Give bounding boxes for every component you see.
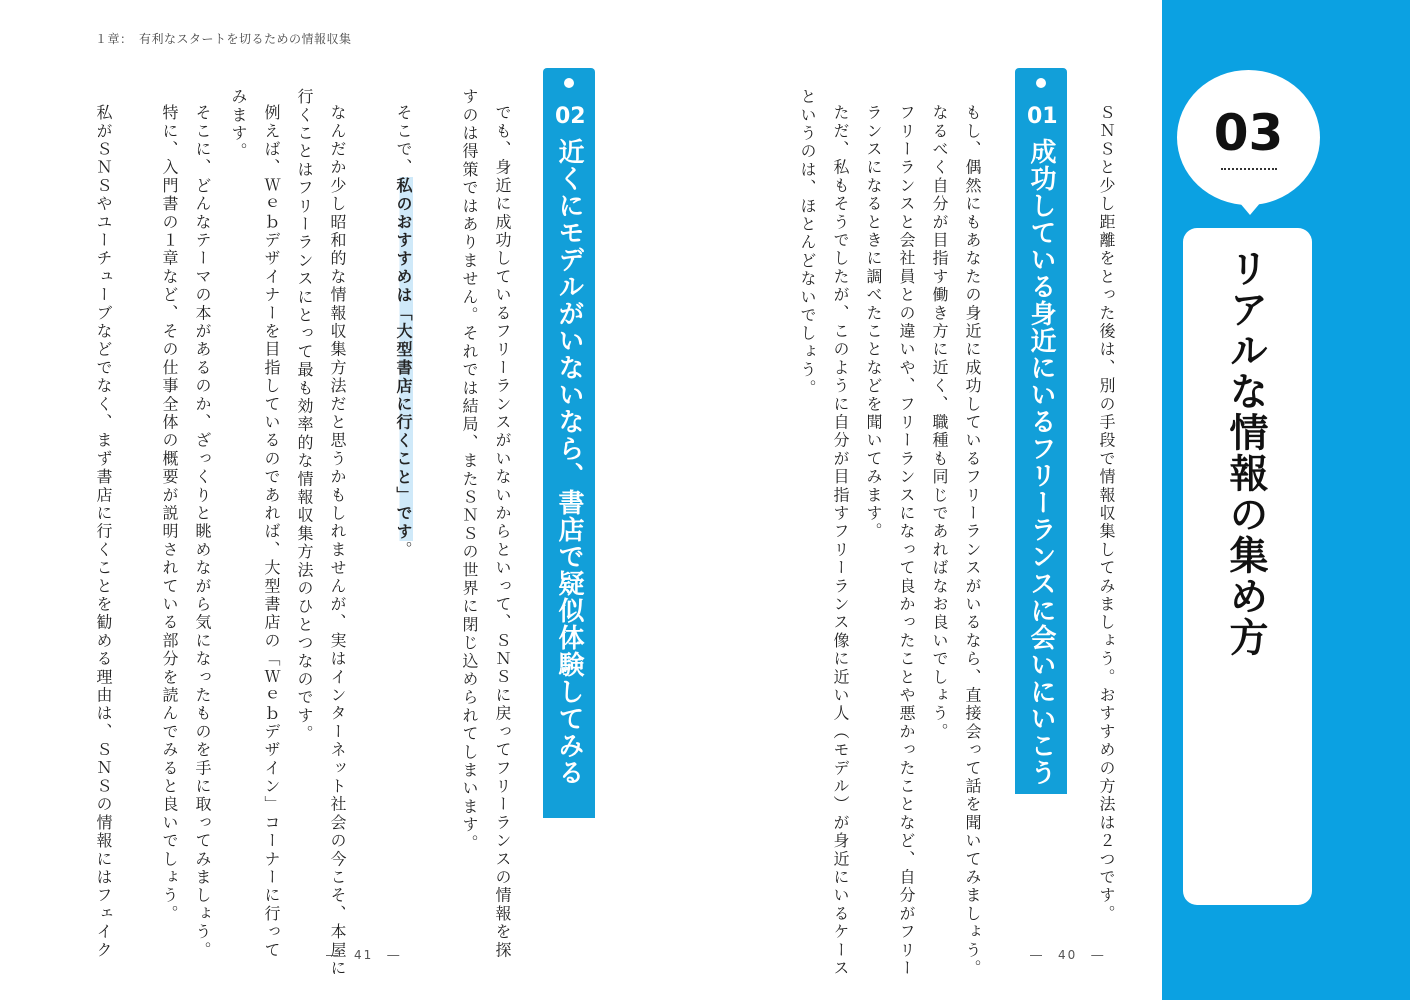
body-line: ただ、私もそうでしたが、このように自分が目指すフリーランス像に近い人（モデル）が身近にいるケース xyxy=(831,104,850,978)
body-line: 行くことはフリーランスにとって最も効率的な情報収集方法のひとつなのです。 xyxy=(295,88,314,744)
emphasis-line xyxy=(395,104,411,559)
emphasis-highlight: 私のおすすめは「大型書店に行くこと」です xyxy=(394,176,413,541)
emphasis-suffix: 。 xyxy=(394,540,413,560)
heading-01-text: 成功している身近にいるフリーランスに会いにいこう xyxy=(1026,138,1056,786)
section-number: 03 xyxy=(1213,104,1284,162)
section-title: リアルな情報の集め方 xyxy=(1223,248,1268,658)
heading-02-number: 02 xyxy=(555,104,586,129)
body-line: ランスになるときに調べたことなどを聞いてみます。 xyxy=(864,104,883,541)
intro-paragraph: ＳＮＳと少し距離をとった後は、別の手段で情報収集してみましょう。おすすめの方法は２つです。 xyxy=(1097,104,1116,923)
heading-01-hole xyxy=(1036,78,1046,88)
body-line: でも、身近に成功しているフリーランスがいないからといって、ＳＮＳに戻ってフリーランスの情報を探 xyxy=(493,104,512,960)
body-line: なるべく自分が目指す働き方に近く、職種も同じであればなお良いでしょう。 xyxy=(930,104,949,741)
heading-01-number: 01 xyxy=(1027,104,1058,129)
heading-02-text: 近くにモデルがいないなら、書店で疑似体験してみる xyxy=(554,138,584,786)
body-line: なんだか少し昭和的な情報収集方法だと思うかもしれませんが、実はインターネット社会の今こそ、本屋に xyxy=(328,104,347,978)
dotted-underline xyxy=(1221,168,1277,170)
body-line: すのは得策ではありません。それでは結局、またＳＮＳの世界に閉じ込められてしまいます。 xyxy=(460,88,479,853)
emphasis-prefix: そこで、 xyxy=(394,104,413,177)
body-line: 特に、入門書の１章など、その仕事全体の概要が説明されている部分を読んでみると良いでしょう。 xyxy=(160,104,179,923)
body-line: そこに、どんなテーマの本があるのか、ざっくりと眺めながら気になったものを手に取ってみましょう。 xyxy=(193,104,212,960)
heading-02-hole xyxy=(564,78,574,88)
body-line: みます。 xyxy=(229,88,248,161)
body-line: フリーランスと会社員との違いや、フリーランスになって良かったことや悪かったことなど、自分がフリー xyxy=(897,104,916,978)
running-header: １章： 有利なスタートを切るための情報収集 xyxy=(95,32,352,46)
page-number-right: ― 40 ― xyxy=(1030,948,1106,962)
page-number-left: ― 41 ― xyxy=(326,948,402,962)
body-line: もし、偶然にもあなたの身近に成功しているフリーランスがいるなら、直接会って話を聞いてみましょう。 xyxy=(963,104,982,978)
bubble-tail xyxy=(1239,202,1261,215)
body-line: というのは、ほとんどないでしょう。 xyxy=(798,88,817,398)
body-line: 私がＳＮＳやユーチューブなどでなく、まず書店に行くことを勧める理由は、ＳＮＳの情報にはフェイク xyxy=(94,104,113,960)
body-line: 例えば、Ｗｅｂデザイナーを目指しているのであれば、大型書店の「Ｗｅｂデザイン」コーナーに行って xyxy=(262,104,281,960)
